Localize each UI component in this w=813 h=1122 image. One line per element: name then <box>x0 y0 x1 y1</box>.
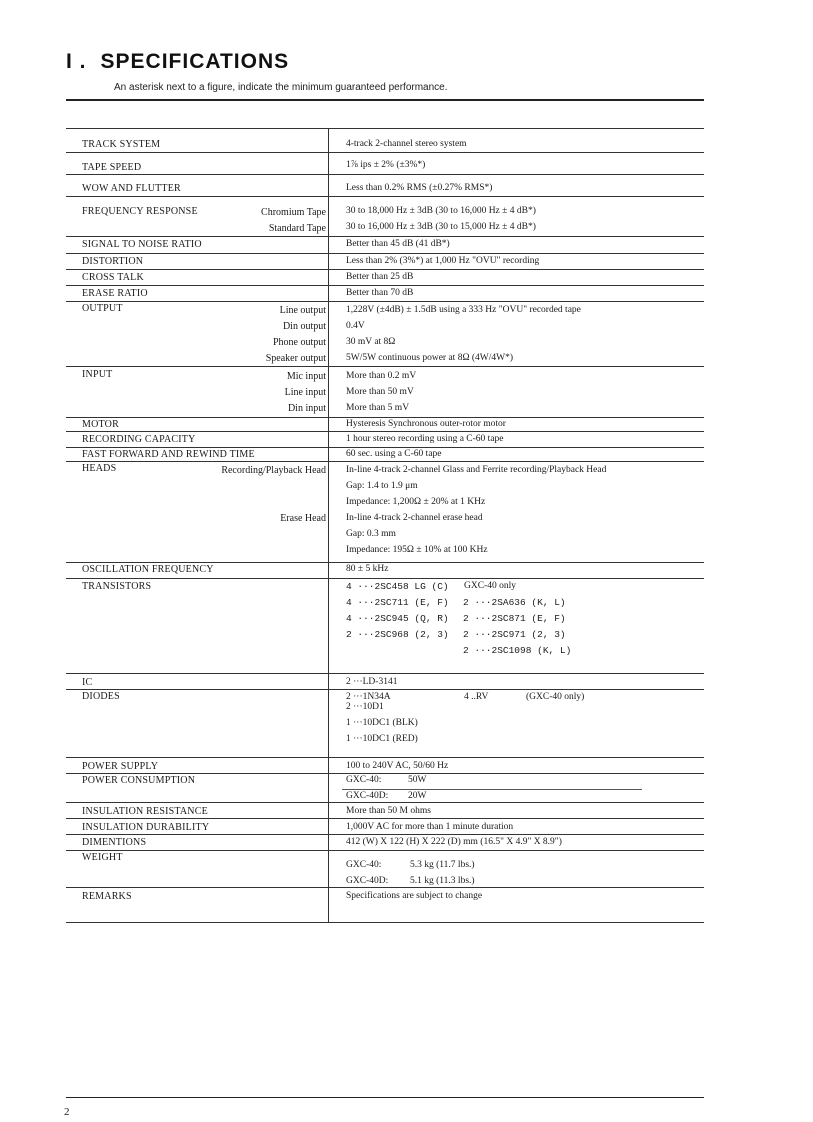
pc-model-2: GXC-40D: <box>346 791 389 801</box>
spec-row-weight <box>66 850 704 888</box>
header-rule <box>66 99 704 101</box>
value-wow: Less than 0.2% RMS (±0.27% RMS*) <box>346 183 493 193</box>
spec-row-power-supply <box>66 757 704 774</box>
label-diodes: DIODES <box>82 691 120 702</box>
value-standard: 30 to 16,000 Hz ± 3dB (30 to 15,000 Hz ± 4 dB*) <box>346 222 536 232</box>
label-track: TRACK SYSTEM <box>82 139 161 150</box>
value-line-output: 1,228V (±4dB) ± 1.5dB using a 333 Hz "OVU" recorded tape <box>346 305 581 315</box>
value-crosstalk: Better than 25 dB <box>346 272 414 282</box>
diode-2: 2 ···10D1 <box>346 702 384 712</box>
value-din-input: More than 5 mV <box>346 403 410 413</box>
subtitle: An asterisk next to a figure, indicate the minimum guaranteed performance. <box>114 82 448 93</box>
transistor-b3: 2 ···2SC871 (E, F) <box>463 613 566 624</box>
weight-value-1: 5.3 kg (11.7 lbs.) <box>410 860 475 870</box>
sub-line-output: Line output <box>279 305 326 316</box>
value-recording-capacity: 1 hour stereo recording using a C-60 tape <box>346 434 504 444</box>
value-erase-head: In-line 4-track 2-channel erase head <box>346 513 483 523</box>
transistor-a1: 4 ···2SC458 LG (C) <box>346 581 449 592</box>
sub-speaker-output: Speaker output <box>265 353 326 364</box>
sub-chromium: Chromium Tape <box>261 207 326 218</box>
spec-row-heads <box>66 461 704 563</box>
spec-row-output <box>66 301 704 367</box>
value-rec-play-head: In-line 4-track 2-channel Glass and Ferrite recording/Playback Head <box>346 465 607 475</box>
transistor-b2: 2 ···2SA636 (K, L) <box>463 597 566 608</box>
value-motor: Hysteresis Synchronous outer-rotor motor <box>346 419 506 429</box>
spec-row-oscillation <box>66 562 704 579</box>
spec-row-remarks <box>66 887 704 923</box>
spec-row-wow <box>66 174 704 197</box>
label-distortion: DISTORTION <box>82 256 144 267</box>
label-frequency: FREQUENCY RESPONSE <box>82 206 198 217</box>
value-erase-gap: Gap: 0.3 mm <box>346 529 396 539</box>
column-divider <box>328 129 329 922</box>
label-power-supply: POWER SUPPLY <box>82 761 159 772</box>
transistor-a2: 4 ···2SC711 (E, F) <box>346 597 449 608</box>
spec-row-ff-rewind <box>66 447 704 462</box>
sub-mic-input: Mic input <box>286 371 326 382</box>
spec-row-crosstalk <box>66 269 704 286</box>
sub-phone-output: Phone output <box>272 337 326 348</box>
sub-din-input: Din input <box>287 403 326 414</box>
label-crosstalk: CROSS TALK <box>82 272 144 283</box>
label-snr: SIGNAL TO NOISE RATIO <box>82 239 202 250</box>
spec-row-erase-ratio <box>66 285 704 302</box>
diode-3: 1 ···10DC1 (BLK) <box>346 718 418 728</box>
value-power-supply: 100 to 240V AC, 50/60 Hz <box>346 761 449 771</box>
value-ff-rewind: 60 sec. using a C-60 tape <box>346 449 442 459</box>
label-oscillation: OSCILLATION FREQUENCY <box>82 564 214 575</box>
label-ins-durability: INSULATION DURABILITY <box>82 822 210 833</box>
value-chromium: 30 to 18,000 Hz ± 3dB (30 to 16,000 Hz ± 4 dB*) <box>346 206 536 216</box>
transistor-b5: 2 ···2SC1098 (K, L) <box>463 645 572 656</box>
value-ins-durability: 1,000V AC for more than 1 minute duration <box>346 822 514 832</box>
label-motor: MOTOR <box>82 419 119 430</box>
title-text: SPECIFICATIONS <box>100 50 290 73</box>
weight-model-2: GXC-40D: <box>346 876 389 886</box>
spec-row-transistors <box>66 578 704 674</box>
section-number: I . <box>66 50 87 73</box>
value-line-input: More than 50 mV <box>346 387 414 397</box>
transistor-b4: 2 ···2SC971 (2, 3) <box>463 629 566 640</box>
value-track: 4-track 2-channel stereo system <box>346 139 467 149</box>
spec-row-ins-resistance <box>66 802 704 819</box>
label-output: OUTPUT <box>82 303 123 314</box>
value-tape-speed: 1⅞ ips ± 2% (±3%*) <box>346 160 426 170</box>
label-tape-speed: TAPE SPEED <box>82 162 142 173</box>
value-head-impedance: Impedance: 1,200Ω ± 20% at 1 KHz <box>346 497 486 507</box>
value-ic: 2 ···LD-3141 <box>346 677 398 687</box>
pc-watt-2: 20W <box>408 791 427 801</box>
pc-split-line <box>342 789 642 790</box>
weight-model-1: GXC-40: <box>346 860 382 870</box>
footer-rule <box>66 1097 704 1098</box>
pc-model-1: GXC-40: <box>346 775 382 785</box>
spec-row-snr <box>66 236 704 254</box>
transistor-a4: 2 ···2SC968 (2, 3) <box>346 629 449 640</box>
spec-row-tape-speed <box>66 152 704 175</box>
value-dimensions: 412 (W) X 122 (H) X 222 (D) mm (16.5" X 4.9" X 8.9") <box>346 837 562 847</box>
spec-row-frequency <box>66 196 704 237</box>
value-erase-impedance: Impedance: 195Ω ± 10% at 100 KHz <box>346 545 488 555</box>
sub-din-output: Din output <box>282 321 326 332</box>
diode-1: 2 ···1N34A <box>346 692 391 702</box>
transistor-a3: 4 ···2SC945 (Q, R) <box>346 613 449 624</box>
label-remarks: REMARKS <box>82 891 132 902</box>
label-dimensions: DIMENTIONS <box>82 837 147 848</box>
sub-standard: Standard Tape <box>268 223 326 234</box>
value-speaker-output: 5W/5W continuous power at 8Ω (4W/4W*) <box>346 353 514 363</box>
spec-row-distortion <box>66 253 704 270</box>
value-din-output: 0.4V <box>346 321 365 331</box>
page-number: 2 <box>64 1106 70 1118</box>
diode-4: 1 ···10DC1 (RED) <box>346 734 418 744</box>
spec-row-motor <box>66 417 704 432</box>
spec-row-recording-capacity <box>66 431 704 448</box>
sub-line-input: Line input <box>284 387 326 398</box>
page-title <box>66 50 289 74</box>
spec-row-diodes <box>66 689 704 758</box>
value-distortion: Less than 2% (3%*) at 1,000 Hz "OVU" recording <box>346 256 540 266</box>
pc-watt-1: 50W <box>408 775 427 785</box>
value-phone-output: 30 mV at 8Ω <box>346 337 396 347</box>
transistor-b1: GXC-40 only <box>464 581 516 591</box>
spec-row-ic <box>66 673 704 690</box>
spec-row-ins-durability <box>66 818 704 835</box>
label-ff-rewind: FAST FORWARD AND REWIND TIME <box>82 449 255 460</box>
value-head-gap: Gap: 1.4 to 1.9 μm <box>346 481 418 491</box>
value-remarks: Specifications are subject to change <box>346 891 483 901</box>
value-mic-input: More than 0.2 mV <box>346 371 417 381</box>
spec-row-dimensions <box>66 834 704 851</box>
diode-1c: (GXC-40 only) <box>526 692 585 702</box>
value-erase-ratio: Better than 70 dB <box>346 288 414 298</box>
label-power-consumption: POWER CONSUMPTION <box>82 775 196 786</box>
sub-rec-play-head: Recording/Playback Head <box>221 465 326 476</box>
spec-row-track <box>66 128 704 150</box>
weight-value-2: 5.1 kg (11.3 lbs.) <box>410 876 475 886</box>
label-weight: WEIGHT <box>82 852 123 863</box>
value-ins-resistance: More than 50 M ohms <box>346 806 431 816</box>
value-oscillation: 80 ± 5 kHz <box>346 564 389 574</box>
diode-1b: 4 ..RV <box>464 692 489 702</box>
sub-erase-head: Erase Head <box>280 513 326 524</box>
label-recording-capacity: RECORDING CAPACITY <box>82 434 196 445</box>
label-wow: WOW AND FLUTTER <box>82 183 181 194</box>
label-ins-resistance: INSULATION RESISTANCE <box>82 806 208 817</box>
label-ic: IC <box>82 677 93 688</box>
spec-row-input <box>66 366 704 418</box>
label-erase-ratio: ERASE RATIO <box>82 288 148 299</box>
value-snr: Better than 45 dB (41 dB*) <box>346 239 450 249</box>
spec-row-power-consumption <box>66 773 704 803</box>
label-heads: HEADS <box>82 463 117 474</box>
label-input: INPUT <box>82 369 113 380</box>
label-transistors: TRANSISTORS <box>82 581 152 592</box>
